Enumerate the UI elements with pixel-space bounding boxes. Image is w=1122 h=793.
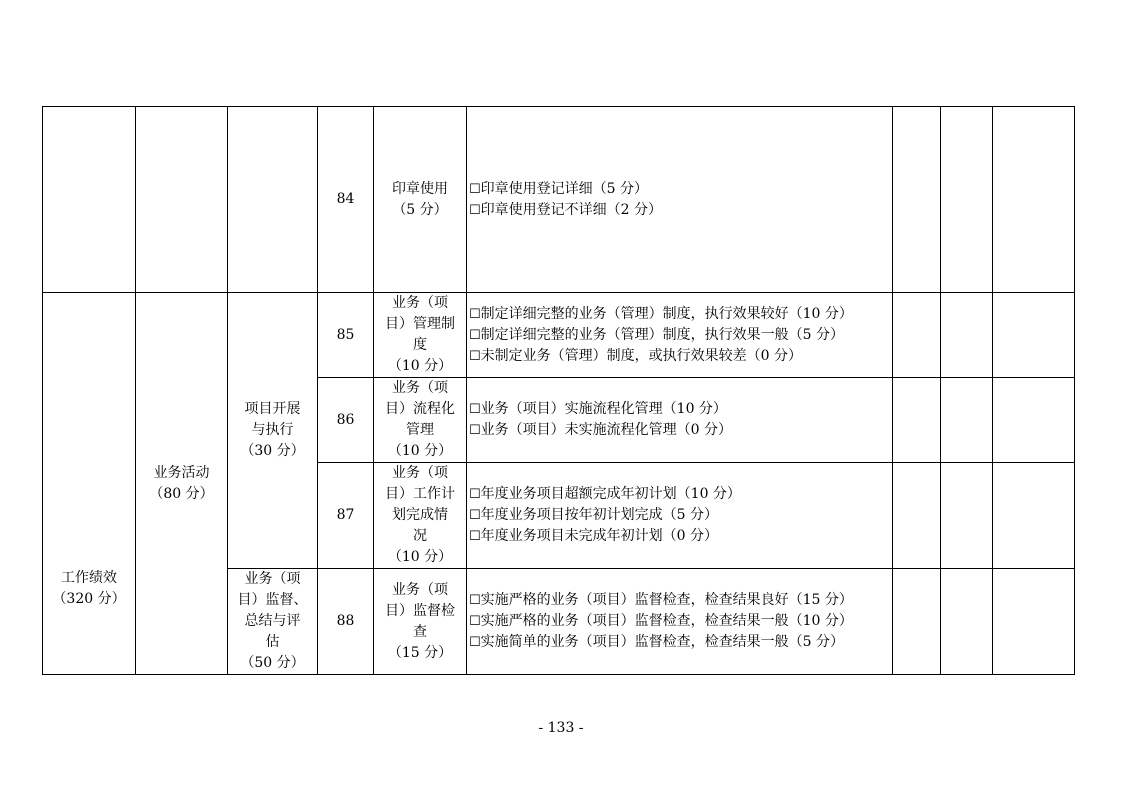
- level1-category: [43, 293, 136, 675]
- empty-cell: [893, 293, 941, 378]
- checkbox-icon[interactable]: ☐: [469, 487, 481, 502]
- item-name-line: 目）监督检: [385, 602, 455, 619]
- criteria-cell: [467, 463, 893, 569]
- checkbox-icon[interactable]: ☐: [469, 423, 481, 438]
- checkbox-icon[interactable]: ☐: [469, 181, 481, 197]
- empty-cell: [993, 463, 1075, 569]
- item-name-line: （10 分）: [387, 549, 453, 565]
- checkbox-icon[interactable]: ☐: [469, 635, 481, 650]
- level3-line: （50 分）: [240, 655, 305, 671]
- criteria-option[interactable]: [469, 200, 890, 221]
- checkbox-icon[interactable]: ☐: [469, 202, 481, 218]
- criteria-text: 制定详细完整的业务（管理）制度，执行效果较好（10 分）: [480, 305, 853, 322]
- criteria-text: 制定详细完整的业务（管理）制度，执行效果一般（5 分）: [480, 326, 845, 343]
- criteria-text: 年度业务项目超额完成年初计划（10 分）: [480, 486, 741, 502]
- item-name-line: 业务（项: [392, 295, 448, 311]
- item-name: [374, 107, 467, 293]
- empty-cell: [43, 107, 136, 293]
- empty-cell: [941, 463, 993, 569]
- criteria-option[interactable]: [469, 346, 890, 367]
- level2-line: （80 分）: [149, 485, 214, 502]
- empty-cell: [893, 107, 941, 293]
- empty-cell: [136, 107, 228, 293]
- item-name: [374, 293, 467, 378]
- criteria-cell: [467, 378, 893, 463]
- checkbox-icon[interactable]: ☐: [469, 348, 481, 364]
- criteria-text: 印章使用登记不详细（2 分）: [480, 201, 663, 218]
- level3-line: 目）监督、: [237, 592, 308, 608]
- criteria-option[interactable]: [469, 611, 890, 632]
- empty-cell: [941, 569, 993, 675]
- empty-cell: [941, 378, 993, 463]
- level3-line: 估: [265, 634, 280, 650]
- row-number: 85: [318, 293, 374, 378]
- item-name-line: 况: [413, 528, 427, 544]
- level1-line: （320 分）: [52, 591, 126, 607]
- item-name-line: 目）流程化: [385, 401, 455, 417]
- checkbox-icon[interactable]: ☐: [469, 614, 481, 629]
- criteria-text: 实施严格的业务（项目）监督检查，检查结果良好（15 分）: [480, 592, 853, 608]
- level3-line: 项目开展: [244, 401, 301, 417]
- empty-cell: [993, 378, 1075, 463]
- item-name-line: 管理: [406, 422, 434, 438]
- empty-cell: [893, 463, 941, 569]
- row-number: 86: [318, 378, 374, 463]
- item-name: [374, 569, 467, 675]
- empty-cell: [993, 293, 1075, 378]
- checkbox-icon[interactable]: ☐: [469, 529, 481, 544]
- criteria-option[interactable]: [469, 526, 890, 547]
- item-name-line: （5 分）: [392, 201, 448, 218]
- checkbox-icon[interactable]: ☐: [469, 306, 481, 322]
- criteria-option[interactable]: [469, 399, 890, 420]
- criteria-text: 年度业务项目按年初计划完成（5 分）: [480, 507, 719, 523]
- item-name: [374, 463, 467, 569]
- evaluation-table: [42, 106, 1075, 675]
- level3-category: [228, 569, 318, 675]
- item-name-line: 目）工作计: [385, 486, 455, 502]
- table-row-85: [43, 293, 1075, 378]
- criteria-text: 印章使用登记详细（5 分）: [480, 180, 649, 197]
- row-number: 87: [318, 463, 374, 569]
- page-number: - 133 -: [538, 720, 584, 736]
- criteria-text: 未制定业务（管理）制度，或执行效果较差（0 分）: [480, 347, 803, 364]
- item-name-line: 印章使用: [392, 180, 448, 197]
- empty-cell: [993, 569, 1075, 675]
- row-number: 88: [318, 569, 374, 675]
- level3-category: [228, 293, 318, 569]
- level1-line: 工作绩效: [61, 570, 117, 586]
- criteria-cell: [467, 569, 893, 675]
- item-name-line: 度: [413, 337, 427, 353]
- criteria-option[interactable]: [469, 632, 890, 653]
- criteria-cell: [467, 293, 893, 378]
- criteria-option[interactable]: [469, 484, 890, 505]
- checkbox-icon[interactable]: ☐: [469, 327, 481, 343]
- checkbox-icon[interactable]: ☐: [469, 508, 481, 523]
- empty-cell: [941, 293, 993, 378]
- empty-cell: [893, 378, 941, 463]
- level3-line: 与执行: [251, 422, 294, 438]
- empty-cell: [228, 107, 318, 293]
- criteria-text: 实施简单的业务（项目）监督检查，检查结果一般（5 分）: [480, 634, 845, 650]
- criteria-option[interactable]: [469, 325, 890, 346]
- item-name-line: 目）管理制: [385, 316, 455, 332]
- item-name-line: 业务（项: [392, 380, 448, 396]
- item-name-line: 查: [413, 623, 427, 640]
- level2-category: [136, 293, 228, 675]
- criteria-option[interactable]: [469, 505, 890, 526]
- criteria-text: 业务（项目）未实施流程化管理（0 分）: [480, 422, 733, 438]
- level2-line: 业务活动: [153, 464, 210, 481]
- item-name-line: 划完成情: [392, 507, 448, 523]
- empty-cell: [993, 107, 1075, 293]
- criteria-text: 年度业务项目未完成年初计划（0 分）: [480, 528, 719, 544]
- criteria-option[interactable]: [469, 304, 890, 325]
- item-name-line: （10 分）: [387, 358, 453, 374]
- criteria-text: 实施严格的业务（项目）监督检查，检查结果一般（10 分）: [480, 613, 853, 629]
- item-name-line: 业务（项: [392, 465, 448, 481]
- criteria-option[interactable]: [469, 420, 890, 441]
- checkbox-icon[interactable]: ☐: [469, 402, 481, 417]
- empty-cell: [893, 569, 941, 675]
- criteria-cell: [467, 107, 893, 293]
- item-name-line: 业务（项: [392, 581, 448, 598]
- checkbox-icon[interactable]: ☐: [469, 593, 481, 608]
- item-name: [374, 378, 467, 463]
- level3-line: （30 分）: [240, 443, 305, 459]
- level3-line: 总结与评: [244, 613, 301, 629]
- level3-line: 业务（项: [244, 571, 301, 587]
- item-name-line: （15 分）: [387, 644, 453, 661]
- criteria-text: 业务（项目）实施流程化管理（10 分）: [480, 401, 727, 417]
- row-number: 84: [318, 107, 374, 293]
- table-row-84: [43, 107, 1075, 293]
- criteria-option[interactable]: [469, 179, 890, 200]
- item-name-line: （10 分）: [387, 443, 453, 459]
- empty-cell: [941, 107, 993, 293]
- criteria-option[interactable]: [469, 590, 890, 611]
